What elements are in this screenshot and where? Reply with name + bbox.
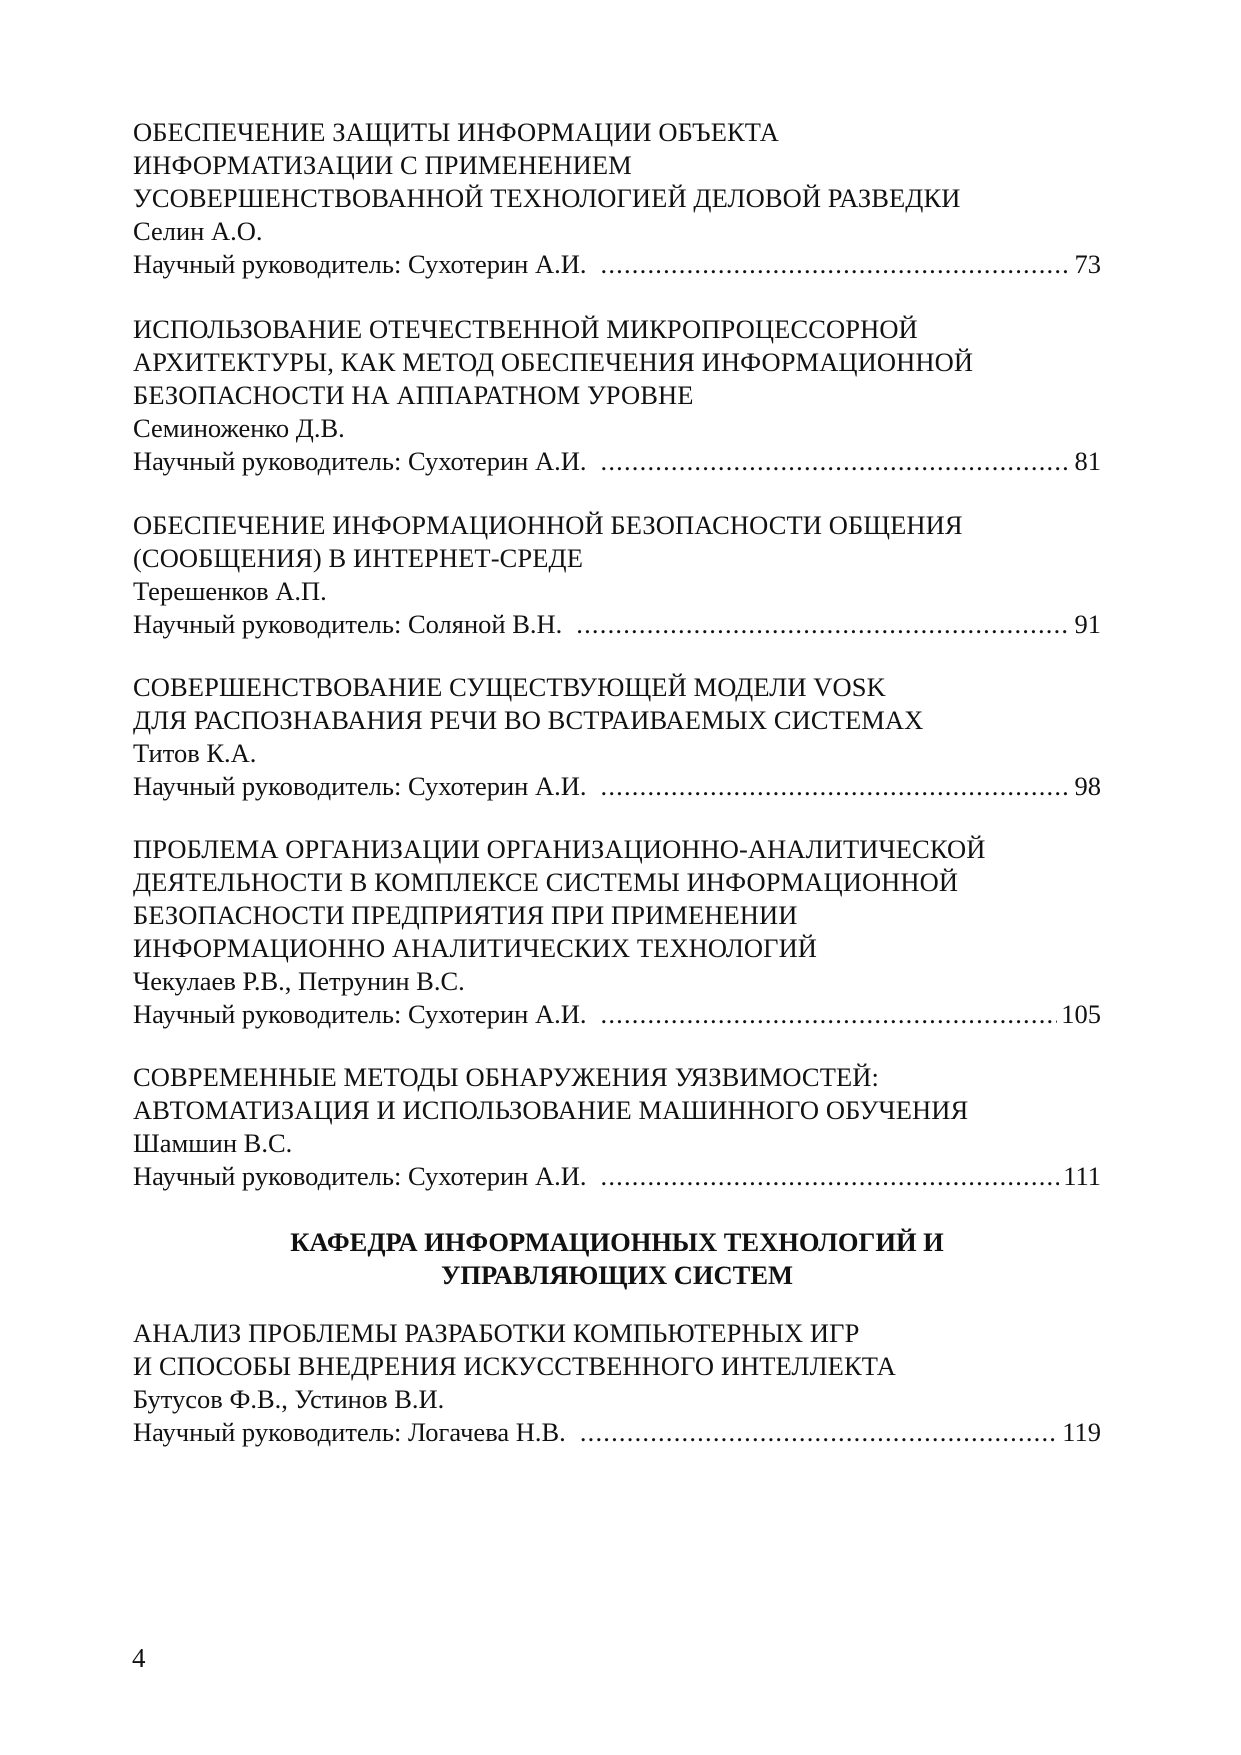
dot-leader bbox=[576, 608, 1070, 641]
entry-supervisor-row bbox=[133, 1416, 1101, 1449]
entry-supervisor-row bbox=[133, 1160, 1101, 1193]
entry-authors: Чекулаев Р.В., Петрунин В.С. bbox=[133, 966, 465, 996]
entry-title-line: АВТОМАТИЗАЦИЯ И ИСПОЛЬЗОВАНИЕ МАШИННОГО ОБУЧЕНИЯ bbox=[133, 1095, 969, 1125]
entry-page-number[interactable]: 111 bbox=[1063, 1161, 1101, 1191]
department-heading-line: УПРАВЛЯЮЩИХ СИСТЕМ bbox=[440, 1260, 794, 1290]
toc-entry[interactable] bbox=[133, 1061, 1101, 1193]
entry-page-number[interactable]: 91 bbox=[1074, 609, 1101, 639]
toc-entry[interactable] bbox=[133, 313, 1101, 478]
entry-title-line: БЕЗОПАСНОСТИ НА АППАРАТНОМ УРОВНЕ bbox=[133, 380, 694, 410]
entry-authors: Терешенков А.П. bbox=[133, 576, 327, 606]
entry-page-number[interactable]: 73 bbox=[1074, 249, 1101, 279]
entry-authors: Семиноженко Д.В. bbox=[133, 413, 345, 443]
entry-authors: Шамшин В.С. bbox=[133, 1128, 293, 1158]
entry-title-line: ОБЕСПЕЧЕНИЕ ИНФОРМАЦИОННОЙ БЕЗОПАСНОСТИ ОБЩЕНИЯ bbox=[133, 510, 963, 540]
entry-title-line: СОВРЕМЕННЫЕ МЕТОДЫ ОБНАРУЖЕНИЯ УЯЗВИМОСТЕЙ: bbox=[133, 1062, 879, 1092]
dot-leader bbox=[601, 1160, 1060, 1193]
entry-supervisor-row bbox=[133, 445, 1101, 478]
entry-title-line: АНАЛИЗ ПРОБЛЕМЫ РАЗРАБОТКИ КОМПЬЮТЕРНЫХ ИГР bbox=[133, 1318, 860, 1348]
entry-authors: Селин А.О. bbox=[133, 216, 263, 246]
entry-supervisor-row bbox=[133, 770, 1101, 803]
entry-title-line: ПРОБЛЕМА ОРГАНИЗАЦИИ ОРГАНИЗАЦИОННО-АНАЛИТИЧЕСКОЙ bbox=[133, 834, 986, 864]
dot-leader bbox=[601, 998, 1058, 1031]
entry-authors: Бутусов Ф.В., Устинов В.И. bbox=[133, 1384, 445, 1414]
entry-supervisor: Научный руководитель: Сухотерин А.И. bbox=[133, 771, 587, 801]
dot-leader bbox=[580, 1416, 1058, 1449]
entry-supervisor: Научный руководитель: Логачева Н.В. bbox=[133, 1417, 566, 1447]
toc-entry[interactable] bbox=[133, 116, 1101, 281]
toc-entry[interactable] bbox=[133, 671, 1101, 803]
entry-title-line: ДЕЯТЕЛЬНОСТИ В КОМПЛЕКСЕ СИСТЕМЫ ИНФОРМАЦИОННОЙ bbox=[133, 867, 959, 897]
dot-leader bbox=[601, 248, 1071, 281]
entry-title-line: ДЛЯ РАСПОЗНАВАНИЯ РЕЧИ ВО ВСТРАИВАЕМЫХ СИСТЕМАХ bbox=[133, 705, 924, 735]
entry-title-line: АРХИТЕКТУРЫ, КАК МЕТОД ОБЕСПЕЧЕНИЯ ИНФОРМАЦИОННОЙ bbox=[133, 347, 974, 377]
toc-entry[interactable] bbox=[133, 1317, 1101, 1449]
entry-title-line: СОВЕРШЕНСТВОВАНИЕ СУЩЕСТВУЮЩЕЙ МОДЕЛИ VOSK bbox=[133, 672, 886, 702]
entry-supervisor: Научный руководитель: Сухотерин А.И. bbox=[133, 1161, 587, 1191]
entry-supervisor-row bbox=[133, 248, 1101, 281]
entry-page-number[interactable]: 105 bbox=[1061, 999, 1101, 1029]
entry-title-line: ИНФОРМАЦИОННО АНАЛИТИЧЕСКИХ ТЕХНОЛОГИЙ bbox=[133, 933, 818, 963]
entry-supervisor-row bbox=[133, 998, 1101, 1031]
entry-supervisor: Научный руководитель: Сухотерин А.И. bbox=[133, 249, 587, 279]
entry-supervisor: Научный руководитель: Сухотерин А.И. bbox=[133, 999, 587, 1029]
dot-leader bbox=[601, 770, 1071, 803]
entry-supervisor: Научный руководитель: Сухотерин А.И. bbox=[133, 446, 587, 476]
entry-title-line: УСОВЕРШЕНСТВОВАННОЙ ТЕХНОЛОГИЕЙ ДЕЛОВОЙ РАЗВЕДКИ bbox=[133, 183, 961, 213]
entry-title-line: БЕЗОПАСНОСТИ ПРЕДПРИЯТИЯ ПРИ ПРИМЕНЕНИИ bbox=[133, 900, 798, 930]
dot-leader bbox=[601, 445, 1071, 478]
entry-title-line: И СПОСОБЫ ВНЕДРЕНИЯ ИСКУССТВЕННОГО ИНТЕЛЛЕКТА bbox=[133, 1351, 896, 1381]
page-number: 4 bbox=[132, 1643, 146, 1673]
entry-supervisor: Научный руководитель: Соляной В.Н. bbox=[133, 609, 563, 639]
department-heading-line: КАФЕДРА ИНФОРМАЦИОННЫХ ТЕХНОЛОГИЙ И bbox=[290, 1227, 944, 1257]
entry-title-line: ИНФОРМАТИЗАЦИИ С ПРИМЕНЕНИЕМ bbox=[133, 150, 632, 180]
entry-title-line: ИСПОЛЬЗОВАНИЕ ОТЕЧЕСТВЕННОЙ МИКРОПРОЦЕССОРНОЙ bbox=[133, 314, 918, 344]
entry-supervisor-row bbox=[133, 608, 1101, 641]
toc-entry[interactable] bbox=[133, 833, 1101, 1031]
toc-entry[interactable] bbox=[133, 509, 1101, 641]
department-heading bbox=[133, 1226, 1101, 1292]
entry-title-line: (СООБЩЕНИЯ) В ИНТЕРНЕТ-СРЕДЕ bbox=[133, 543, 584, 573]
entry-page-number[interactable]: 119 bbox=[1062, 1417, 1101, 1447]
entry-page-number[interactable]: 81 bbox=[1074, 446, 1101, 476]
entry-title-line: ОБЕСПЕЧЕНИЕ ЗАЩИТЫ ИНФОРМАЦИИ ОБЪЕКТА bbox=[133, 117, 780, 147]
entry-page-number[interactable]: 98 bbox=[1074, 771, 1101, 801]
entry-authors: Титов К.А. bbox=[133, 738, 257, 768]
